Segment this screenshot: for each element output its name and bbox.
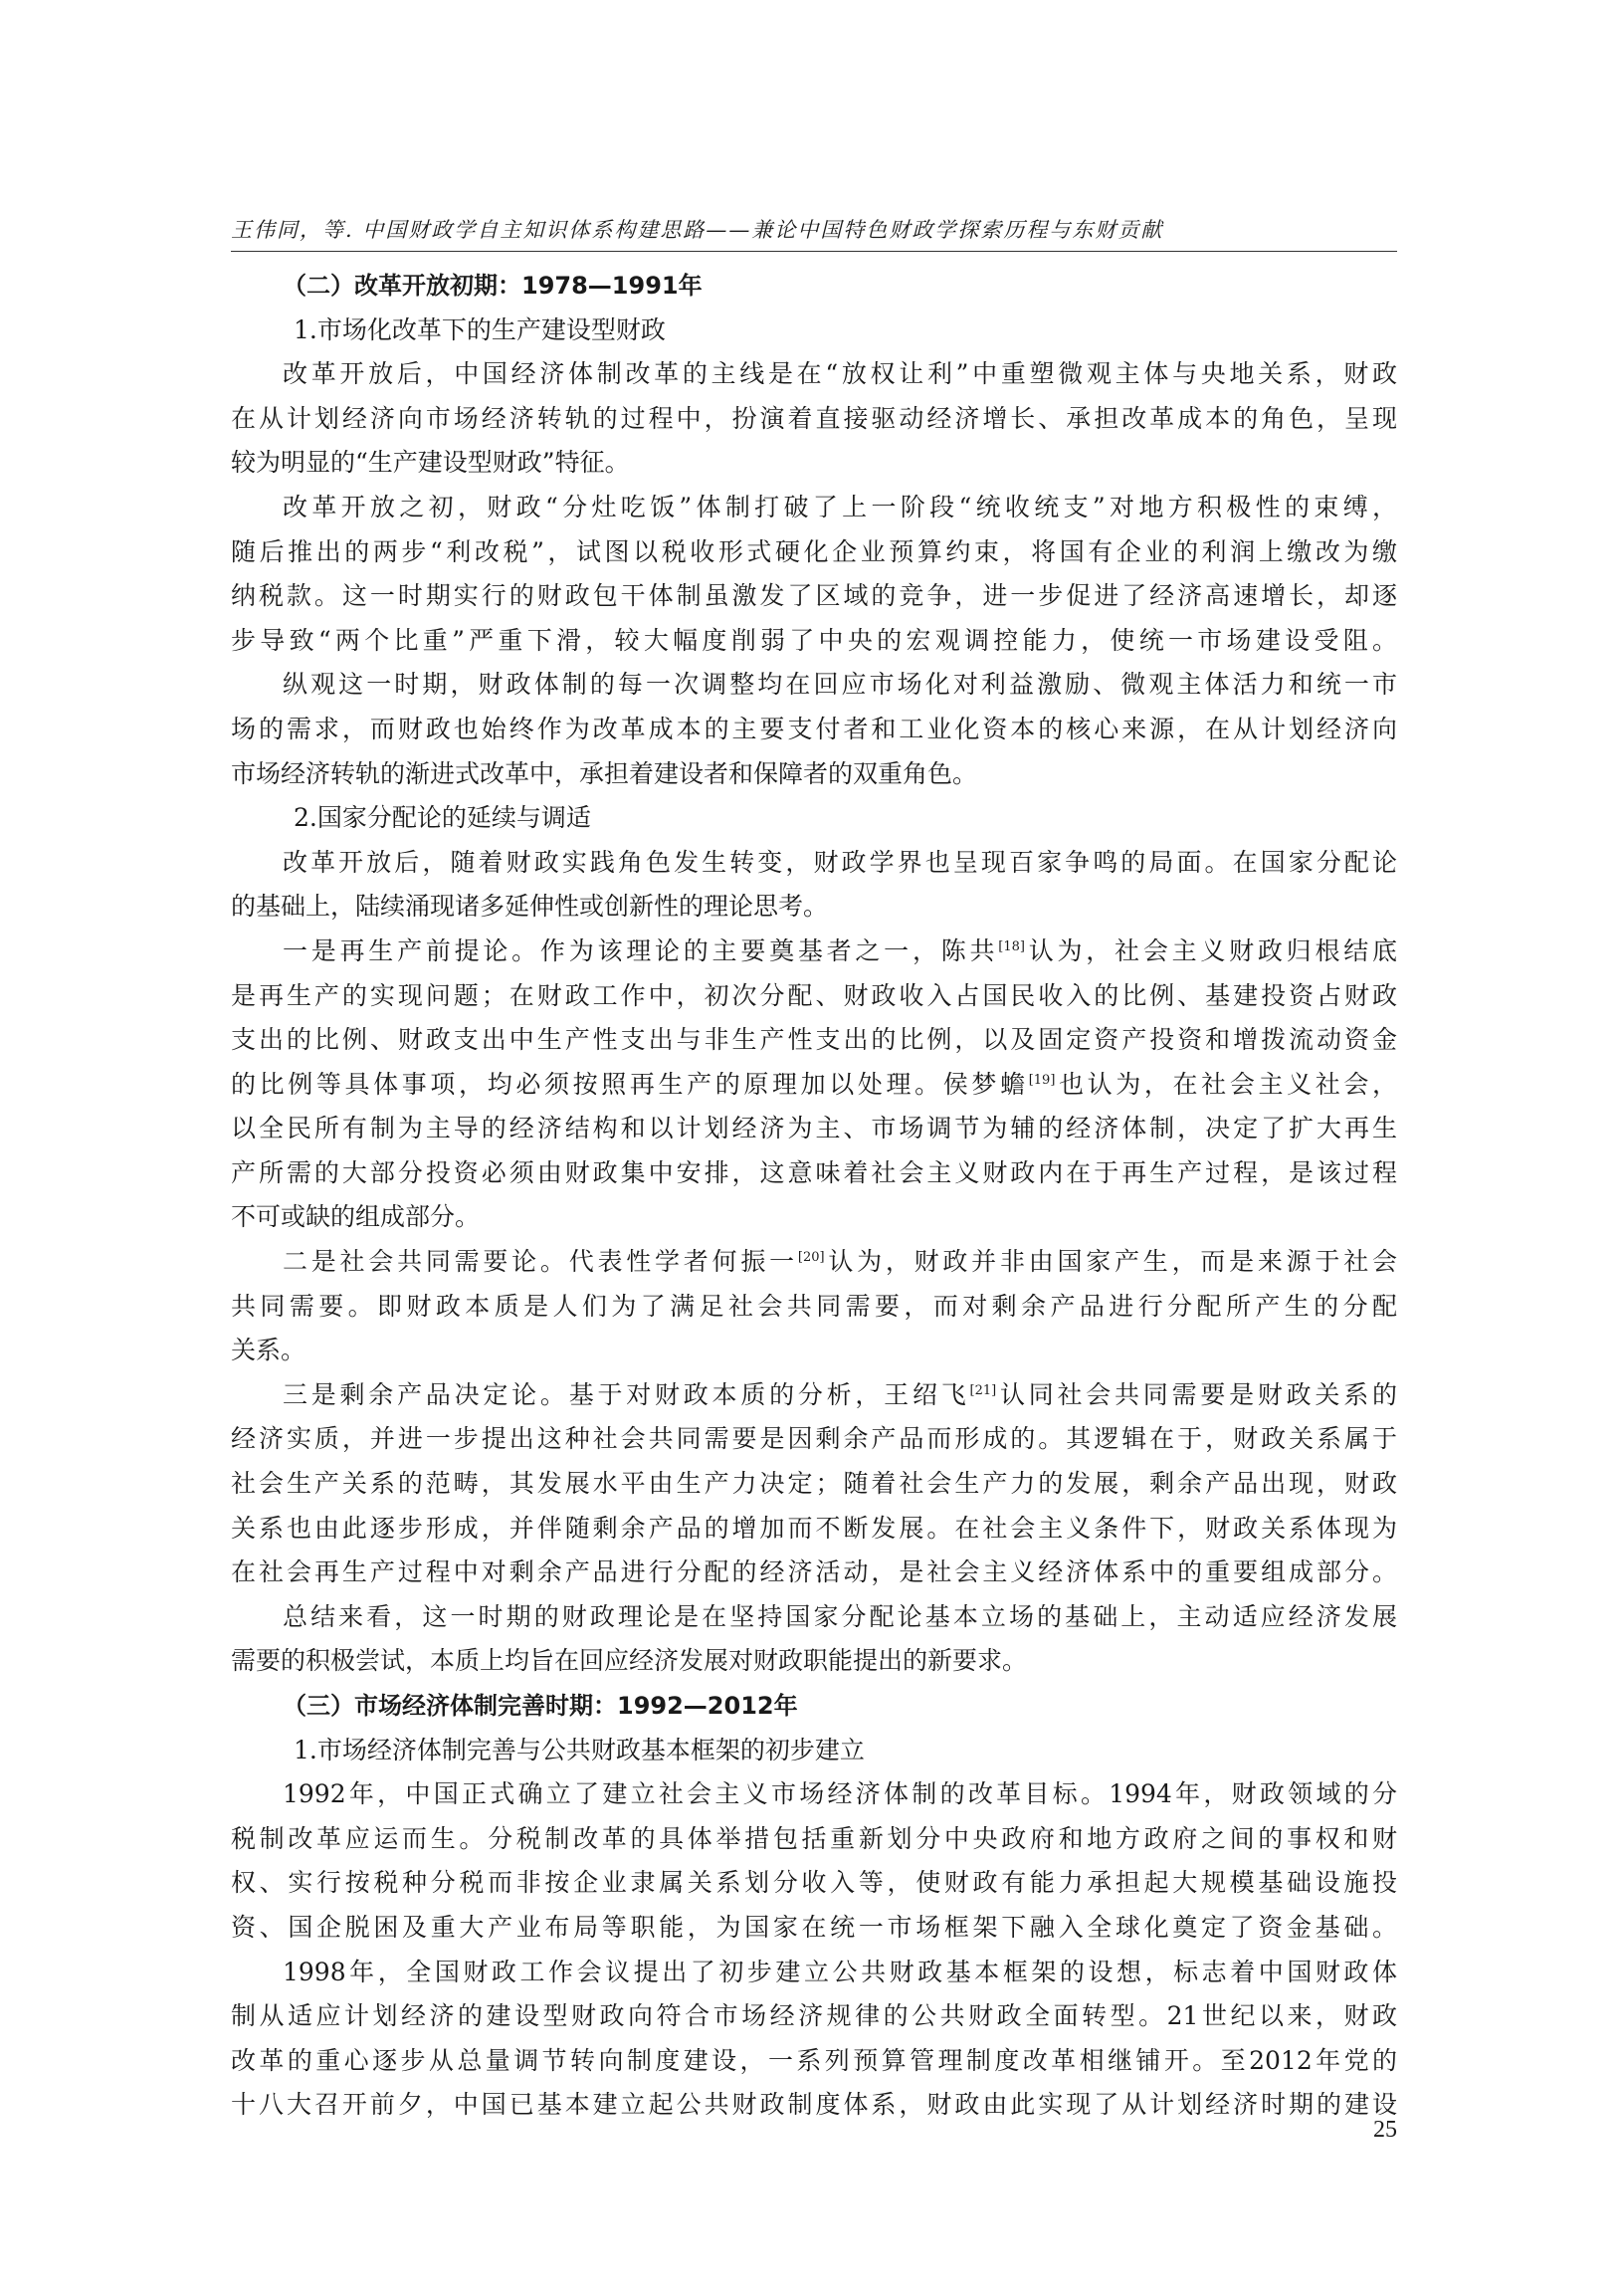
paragraph-line: 改革开放后，随着财政实践角色发生转变，财政学界也呈现百家争鸣的局面。在国家分配论 [283, 847, 1397, 877]
text-run: 认为，财政并非由国家产生，而是来源于社会 [824, 1247, 1397, 1277]
paragraph-line: 需要的积极尝试，本质上均旨在回应经济发展对财政职能提出的新要求。 [231, 1646, 1028, 1676]
paragraph-line: 权、实行按税种分税而非按企业隶属关系划分收入等，使财政有能力承担起大规模基础设施投 [231, 1868, 1397, 1898]
paragraph-line: 不可或缺的组成部分。 [231, 1202, 481, 1232]
paragraph-line: 市场经济转轨的渐进式改革中，承担着建设者和保障者的双重角色。 [231, 758, 978, 788]
paragraph-line: 十八大召开前夕，中国已基本建立起公共财政制度体系，财政由此实现了从计划经济时期的建设 [231, 2090, 1397, 2120]
paragraph-line: 纳税款。这一时期实行的财政包干体制虽激发了区域的竞争，进一步促进了经济高速增长，却逐 [231, 581, 1397, 611]
paragraph-line [231, 1240, 1397, 1285]
paragraph-line [231, 1063, 1397, 1108]
paragraph-line: 以全民所有制为主导的经济结构和以计划经济为主、市场调节为辅的经济体制，决定了扩大再生 [231, 1114, 1397, 1143]
header-rule [231, 251, 1397, 252]
paragraph-line: 的基础上，陆续涌现诸多延伸性或创新性的理论思考。 [231, 892, 829, 922]
paragraph-line: 在社会再生产过程中对剩余产品进行分配的经济活动，是社会主义经济体系中的重要组成部分。 [231, 1557, 1397, 1587]
paragraph-line [231, 930, 1397, 974]
paragraph-line: 关系。 [231, 1336, 306, 1365]
paragraph-line: 资、国企脱困及重大产业布局等职能，为国家在统一市场框架下融入全球化奠定了资金基础。 [231, 1912, 1397, 1942]
citation-ref: [18] [998, 938, 1025, 954]
paragraph-line: 在从计划经济向市场经济转轨的过程中，扮演着直接驱动经济增长、承担改革成本的角色，呈现 [231, 403, 1397, 433]
paragraph-line: 纵观这一时期，财政体制的每一次调整均在回应市场化对利益激励、微观主体活力和统一市 [283, 670, 1397, 700]
paragraph-line: 支出的比例、财政支出中生产性支出与非生产性支出的比例，以及固定资产投资和增拨流动资金 [231, 1025, 1397, 1055]
paragraph-line: 随后推出的两步“利改税”，试图以税收形式硬化企业预算约束，将国有企业的利润上缴改为缴 [231, 536, 1397, 566]
text-run: 认同社会共同需要是财政关系的 [996, 1379, 1397, 1409]
paragraph-line: 改革的重心逐步从总量调节转向制度建设，一系列预算管理制度改革相继铺开。至2012年党的 [231, 2045, 1397, 2075]
paragraph-line: 1998年，全国财政工作会议提出了初步建立公共财政基本框架的设想，标志着中国财政体 [283, 1957, 1397, 1986]
paragraph-line: 改革开放之初，财政“分灶吃饭”体制打破了上一阶段“统收统支”对地方积极性的束缚， [283, 492, 1397, 521]
text-run: 的比例等具体事项，均必须按照再生产的原理加以处理。侯梦蟾 [231, 1069, 1029, 1099]
paragraph-line: 关系也由此逐步形成，并伴随剩余产品的增加而不断发展。在社会主义条件下，财政关系体现为 [231, 1513, 1397, 1543]
subsection-heading: 1.市场经济体制完善与公共财政基本框架的初步建立 [294, 1735, 865, 1764]
paragraph-line: 共同需要。即财政本质是人们为了满足社会共同需要，而对剩余产品进行分配所产生的分配 [231, 1291, 1397, 1321]
running-head: 王伟同，等. 中国财政学自主知识体系构建思路——兼论中国特色财政学探索历程与东财贡献 [231, 218, 1164, 242]
paragraph-line: 改革开放后，中国经济体制改革的主线是在“放权让利”中重塑微观主体与央地关系，财政 [283, 359, 1397, 389]
citation-ref: [19] [1028, 1072, 1056, 1088]
paragraph-line: 社会生产关系的范畴，其发展水平由生产力决定；随着社会生产力的发展，剩余产品出现，财政 [231, 1469, 1397, 1499]
paragraph-line: 总结来看，这一时期的财政理论是在坚持国家分配论基本立场的基础上，主动适应经济发展 [283, 1601, 1397, 1631]
paragraph-line: 税制改革应运而生。分税制改革的具体举措包括重新划分中央政府和地方政府之间的事权和财 [231, 1823, 1397, 1853]
body-text [231, 264, 1397, 2128]
text-run: 三是剩余产品决定论。基于对财政本质的分析，王绍飞 [283, 1379, 970, 1409]
paragraph-line [231, 1373, 1397, 1418]
paragraph-line: 步导致“两个比重”严重下滑，较大幅度削弱了中央的宏观调控能力，使统一市场建设受阻。 [231, 625, 1397, 655]
paragraph-line: 1992年，中国正式确立了建立社会主义市场经济体制的改革目标。1994年，财政领域的分 [283, 1779, 1397, 1809]
subsection-heading: 2.国家分配论的延续与调适 [294, 803, 591, 833]
section-heading: （二）改革开放初期：1978—1991年 [283, 272, 703, 300]
text-run: 认为，社会主义财政归根结底 [1024, 935, 1397, 965]
paragraph-line: 是再生产的实现问题；在财政工作中，初次分配、财政收入占国民收入的比例、基建投资占财政 [231, 980, 1397, 1010]
subsection-heading: 1.市场化改革下的生产建设型财政 [294, 314, 666, 344]
paragraph-line: 经济实质，并进一步提出这种社会共同需要是因剩余产品而形成的。其逻辑在于，财政关系属于 [231, 1424, 1397, 1454]
paragraph-line: 较为明显的“生产建设型财政”特征。 [231, 448, 630, 478]
citation-ref: [21] [969, 1382, 997, 1398]
citation-ref: [20] [797, 1250, 825, 1266]
text-run: 二是社会共同需要论。代表性学者何振一 [283, 1247, 798, 1277]
text-run: 也认为，在社会主义社会， [1055, 1069, 1397, 1099]
paragraph-line: 产所需的大部分投资必须由财政集中安排，这意味着社会主义财政内在于再生产过程，是该过程 [231, 1157, 1397, 1187]
page-number: 25 [1373, 2117, 1397, 2143]
paragraph-line: 场的需求，而财政也始终作为改革成本的主要支付者和工业化资本的核心来源，在从计划经济向 [231, 714, 1397, 743]
text-run: 一是再生产前提论。作为该理论的主要奠基者之一，陈共 [283, 935, 999, 965]
section-heading: （三）市场经济体制完善时期：1992—2012年 [283, 1692, 798, 1720]
paragraph-line: 制从适应计划经济的建设型财政向符合市场经济规律的公共财政全面转型。21世纪以来，财政 [231, 2001, 1397, 2031]
